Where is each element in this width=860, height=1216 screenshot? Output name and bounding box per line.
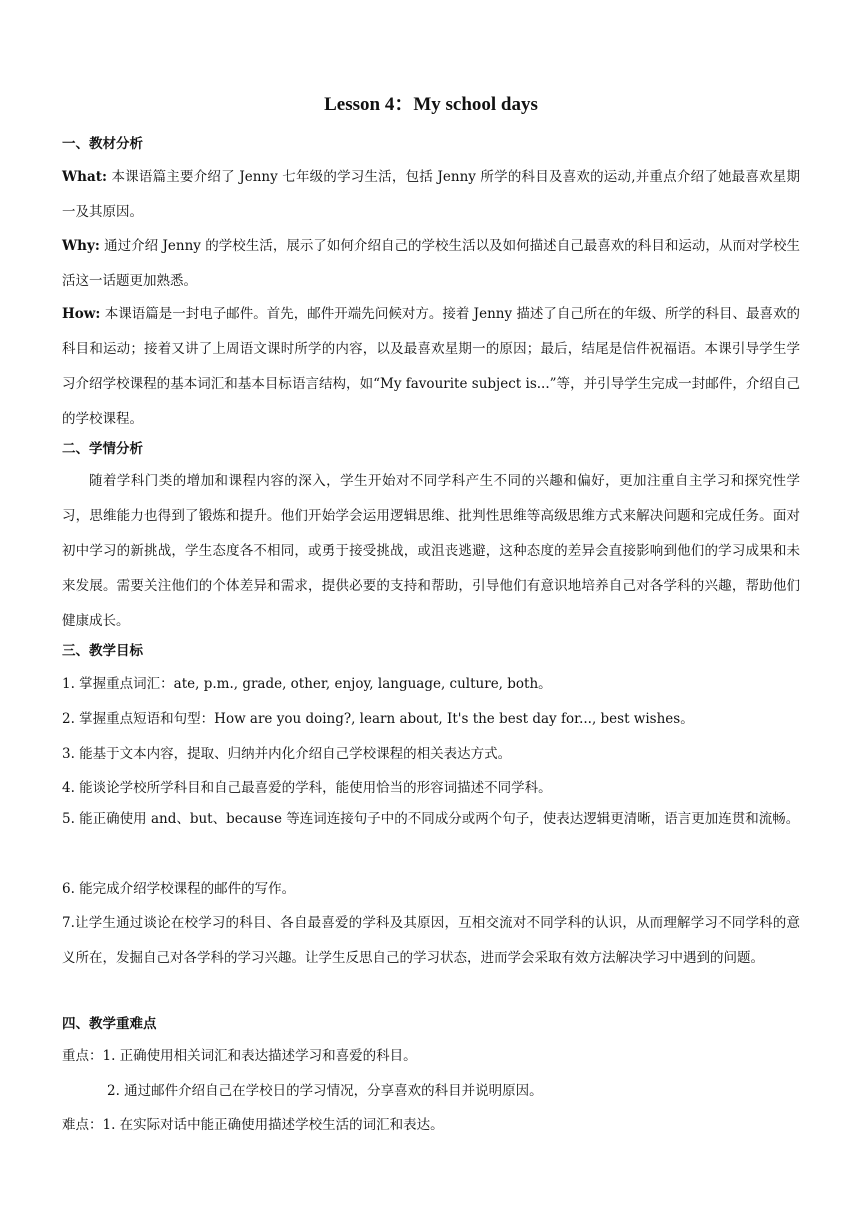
key-points-row: [62, 1046, 417, 1066]
objective-item: 4. 能谈论学校所学科目和自己最喜爱的学科，能使用恰当的形容词描述不同学科。: [62, 780, 552, 796]
difficulty-label: 难点：: [62, 1117, 103, 1133]
why-label: Why:: [62, 238, 100, 254]
paragraph-why: [62, 229, 800, 299]
paragraph-students: 随着学科门类的增加和课程内容的深入，学生开始对不同学科产生不同的兴趣和偏好，更加注重自主学习和探究性学习，思维能力也得到了锻炼和提升。他们开始学会运用逻辑思维、批判性思维等高级思维方式来解决问题和完成任务。面对初中学习的新挑战，学生态度各不相同，或勇于接受挑战，或沮丧逃避，这种态度的差异会直接影响到他们的学习成果和未来发展。需要关注他们的个体差异和需求，提供必要的支持和帮助，引导他们有意识地培养自己对各学科的兴趣，帮助他们健康成长。: [62, 473, 800, 629]
objective-item: 6. 能完成介绍学校课程的邮件的写作。: [62, 881, 296, 897]
section-heading-objectives: 三、教学目标: [62, 643, 143, 659]
difficulty-item: 1. 在实际对话中能正确使用描述学校生活的词汇和表达。: [102, 1117, 444, 1133]
objective-item: 5. 能正确使用 and、but、because 等连词连接句子中的不同成分或两个句子，使表达逻辑更清晰，语言更加连贯和流畅。: [62, 811, 800, 827]
key-label: 重点：: [62, 1048, 103, 1064]
what-text: 本课语篇主要介绍了 Jenny 七年级的学习生活，包括 Jenny 所学的科目及喜欢的运动,并重点介绍了她最喜欢星期一及其原因。: [62, 169, 800, 220]
difficult-points-row: [62, 1115, 444, 1135]
page-title: Lesson 4：My school days: [324, 94, 538, 115]
how-label: How:: [62, 306, 101, 322]
how-text: 本课语篇是一封电子邮件。首先，邮件开端先问候对方。接着 Jenny 描述了自己所在的年级、所学的科目、最喜欢的科目和运动；接着又讲了上周语文课时所学的内容，以及最喜欢星期一的原因；最后，结尾是信件祝福语。本课引导学生学习介绍学校课程的基本词汇和基本目标语言结构，如“My favourite subject is...”等，并引导学生完成一封邮件，介绍自己的学校课程。: [62, 306, 801, 427]
why-text: 通过介绍 Jenny 的学校生活，展示了如何介绍自己的学校生活以及如何描述自己最喜欢的科目和运动，从而对学校生活这一话题更加熟悉。: [62, 238, 800, 289]
paragraph-how: [62, 297, 800, 437]
paragraph-what: [62, 160, 800, 230]
section-heading-key-points: 四、教学重难点: [62, 1016, 157, 1032]
objective-item: 7.让学生通过谈论在校学习的科目、各自最喜爱的学科及其原因，互相交流对不同学科的认识，从而理解学习不同学科的意义所在，发掘自己对各学科的学习兴趣。让学生反思自己的学习状态，进而学会采取有效方法解决学习中遇到的问题。: [62, 915, 800, 966]
key-item: 2. 通过邮件介绍自己在学校日的学习情况，分享喜欢的科目并说明原因。: [107, 1083, 543, 1099]
section-heading-analysis: 一、教材分析: [62, 136, 143, 152]
objective-item: 1. 掌握重点词汇：ate, p.m., grade, other, enjoy, language, culture, both。: [62, 676, 552, 692]
objective-item: 3. 能基于文本内容，提取、归纳并内化介绍自己学校课程的相关表达方式。: [62, 746, 512, 762]
what-label: What:: [62, 169, 107, 185]
key-item: 1. 正确使用相关词汇和表达描述学习和喜爱的科目。: [102, 1048, 417, 1064]
section-heading-students: 二、学情分析: [62, 441, 143, 457]
objective-item: 2. 掌握重点短语和句型：How are you doing?, learn about, It's the best day for..., best wishes。: [62, 711, 694, 727]
